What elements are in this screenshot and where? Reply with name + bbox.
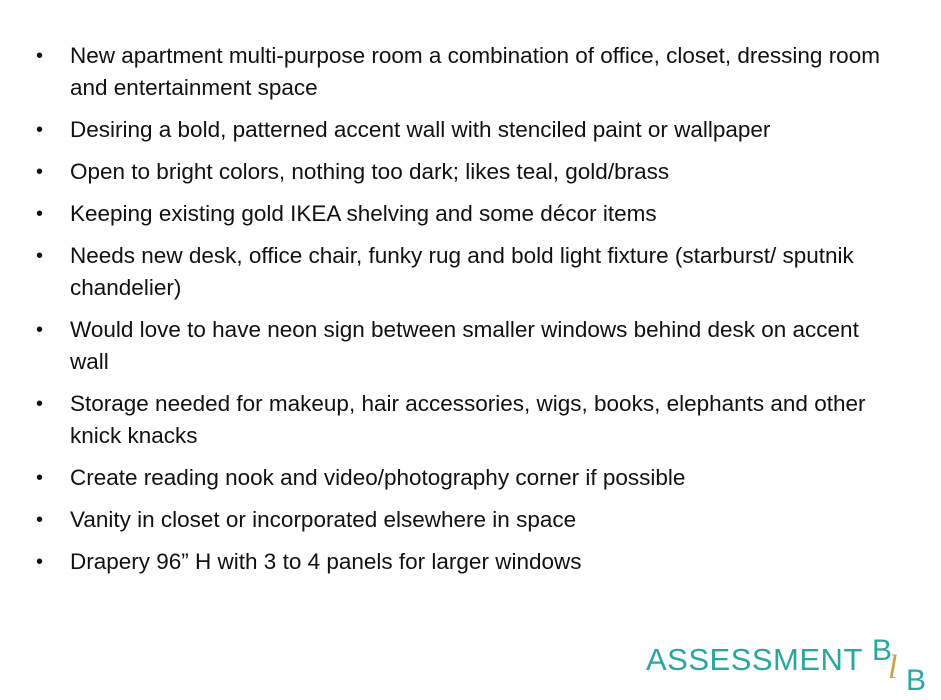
bullet-item (0, 114, 941, 146)
bullet-dot: • (36, 203, 44, 225)
bullet-text: Drapery 96” H with 3 to 4 panels for larger windows (70, 549, 582, 574)
bullet-dot: • (36, 161, 44, 183)
bullet-dot: • (36, 319, 44, 341)
bullet-text: Would love to have neon sign between smaller windows behind desk on accent wall (70, 317, 859, 374)
bullet-item (0, 156, 941, 188)
bullet-item (0, 198, 941, 230)
bullet-dot: • (36, 45, 44, 67)
bullet-text: Storage needed for makeup, hair accessories, wigs, books, elephants and other knick knacks (70, 391, 866, 448)
bullet-dot: • (36, 119, 44, 141)
bullet-dot: • (36, 509, 44, 531)
bullet-item (0, 40, 941, 104)
bullet-dot: • (36, 551, 44, 573)
bullet-text: Vanity in closet or incorporated elsewhere in space (70, 507, 577, 532)
logo-letter-b-bottom: B (906, 664, 927, 692)
bullet-dot: • (36, 393, 44, 415)
bullet-text: Desiring a bold, patterned accent wall with stenciled paint or wallpaper (70, 117, 771, 142)
section-title: ASSESSMENT (646, 642, 863, 677)
bullet-text: Needs new desk, office chair, funky rug and bold light fixture (starburst/ sputnik chandelier) (70, 243, 854, 300)
bullet-text: New apartment multi-purpose room a combination of office, closet, dressing room and entertainment space (70, 43, 880, 100)
bullet-text: Create reading nook and video/photography corner if possible (70, 465, 686, 490)
logo-letter-l: l (888, 649, 898, 686)
bullet-item (0, 388, 941, 452)
bullet-item (0, 504, 941, 536)
logo-letter-b-top: B (872, 634, 893, 667)
bullet-text: Open to bright colors, nothing too dark; likes teal, gold/brass (70, 159, 670, 184)
bullet-dot: • (36, 467, 44, 489)
bullet-item (0, 462, 941, 494)
bullet-text: Keeping existing gold IKEA shelving and some décor items (70, 201, 657, 226)
bullet-item (0, 240, 941, 304)
bullet-list (0, 40, 941, 588)
bullet-item (0, 546, 941, 578)
brand-logo-icon (866, 630, 930, 692)
bullet-item (0, 314, 941, 378)
bullet-dot: • (36, 245, 44, 267)
